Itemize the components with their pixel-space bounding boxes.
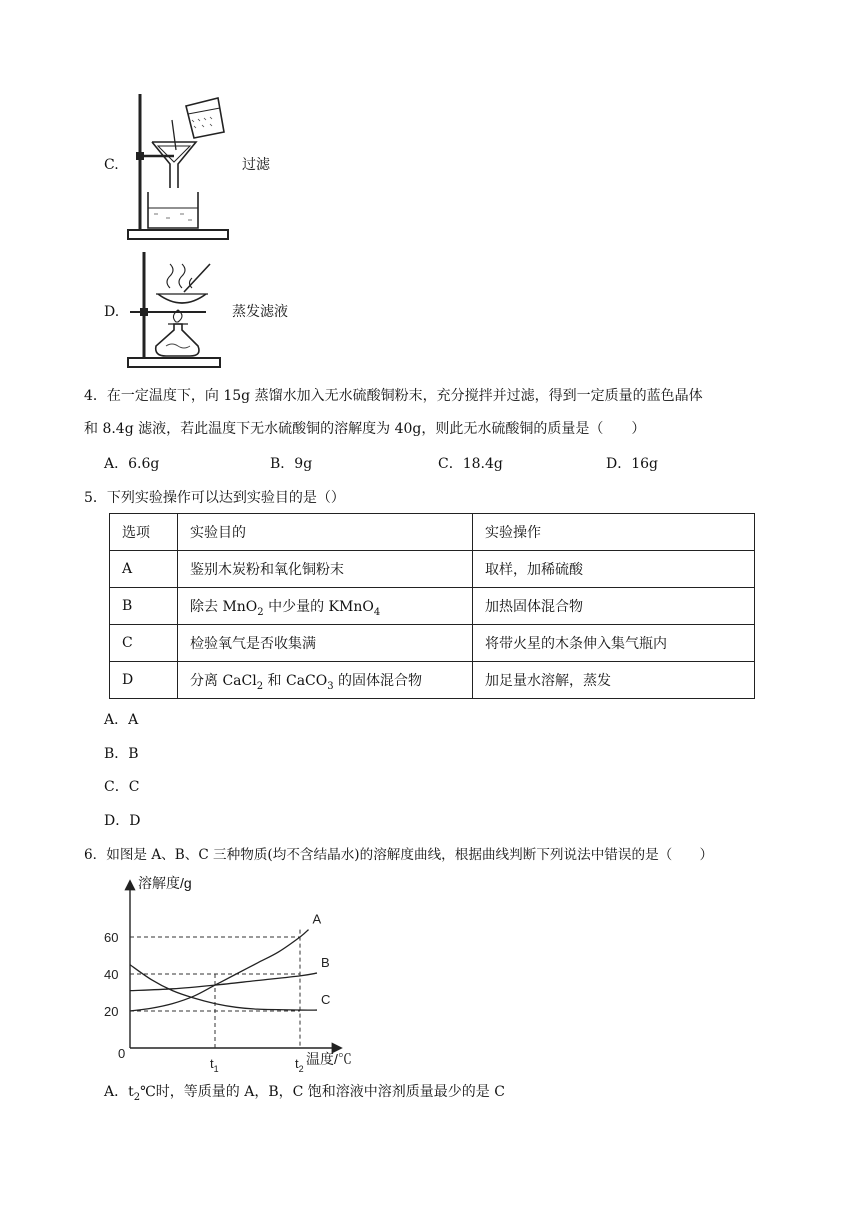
x-tick-label: $t_2$ (295, 1056, 304, 1074)
table-cell-option: A (110, 551, 178, 588)
x-tick-label: $t_1$ (210, 1056, 219, 1074)
curve-label-A: A (312, 911, 322, 927)
table-cell-option: C (110, 625, 178, 662)
evaporation-apparatus-illustration (126, 250, 226, 370)
table-header-purpose: 实验目的 (178, 514, 473, 551)
curve-A (130, 930, 309, 1011)
curve-label-C: C (321, 992, 331, 1008)
table-cell-purpose: 分离 CaCl$_2$ 和 CaCO$_3$ 的固体混合物 (178, 662, 473, 699)
table-cell-operation: 加足量水溶解，蒸发 (473, 662, 755, 699)
table-header-row (110, 514, 755, 551)
q3-option-d-caption: 蒸发滤液 (232, 304, 288, 320)
table-cell-option: B (110, 588, 178, 625)
curve-B (130, 973, 317, 991)
q6-option-a: A．$t_2℃$时，等质量的 A，B，C 饱和溶液中溶剂质量最少的是 C (104, 1084, 505, 1103)
x-axis-label: 温度/℃ (306, 1051, 352, 1067)
table-cell-purpose: 除去 MnO$_2$ 中少量的 KMnO$_4$ (178, 588, 473, 625)
table-cell-purpose: 检验氧气是否收集满 (178, 625, 473, 662)
table-cell-operation: 取样，加稀硫酸 (473, 551, 755, 588)
table-row (110, 588, 755, 625)
q5-option-b: B．B (104, 746, 139, 762)
y-tick-label: 40 (104, 967, 119, 982)
q5-option-d: D．D (104, 813, 141, 829)
q3-option-d-letter: D. (104, 304, 120, 320)
curve-C (130, 965, 317, 1010)
q4-option-d: D．16g (606, 456, 659, 472)
table-row (110, 625, 755, 662)
q3-option-c-caption: 过滤 (242, 157, 270, 173)
table-cell-operation: 将带火星的木条伸入集气瓶内 (473, 625, 755, 662)
q5-option-c: C．C (104, 779, 140, 795)
q6-stem: 6．如图是 A、B、C 三种物质(均不含结晶水)的溶解度曲线，根据曲线判断下列说法中错误的是（ ） (84, 847, 714, 863)
table-row (110, 662, 755, 699)
q5-stem: 5．下列实验操作可以达到实验目的是（） (84, 490, 345, 506)
q4-stem-line2: 和 8.4g 滤液，若此温度下无水硫酸铜的溶解度为 40g，则此无水硫酸铜的质量是（ ） (84, 421, 646, 437)
filtration-apparatus-illustration (126, 92, 236, 242)
q4-option-a: A．6.6g (104, 456, 160, 472)
y-tick-label: 60 (104, 930, 119, 945)
experiment-table (109, 513, 755, 699)
table-row (110, 551, 755, 588)
q5-option-a: A．A (104, 712, 139, 728)
table-header-operation: 实验操作 (473, 514, 755, 551)
curve-label-B: B (321, 955, 330, 971)
table-cell-operation: 加热固体混合物 (473, 588, 755, 625)
origin-label: 0 (118, 1046, 126, 1061)
q4-option-c: C．18.4g (438, 456, 503, 472)
y-tick-label: 20 (104, 1004, 119, 1019)
q4-option-b: B．9g (270, 456, 313, 472)
table-cell-purpose: 鉴别木炭粉和氧化铜粉末 (178, 551, 473, 588)
y-axis-label: 溶解度/g (138, 875, 192, 891)
q3-option-c-letter: C. (104, 157, 119, 173)
table-header-option: 选项 (110, 514, 178, 551)
q4-stem-line1: 4．在一定温度下，向 15g 蒸馏水加入无水硫酸铜粉末，充分搅拌并过滤，得到一定质量的蓝色晶体 (84, 388, 703, 404)
solubility-curve-chart (100, 872, 400, 1082)
table-cell-option: D (110, 662, 178, 699)
